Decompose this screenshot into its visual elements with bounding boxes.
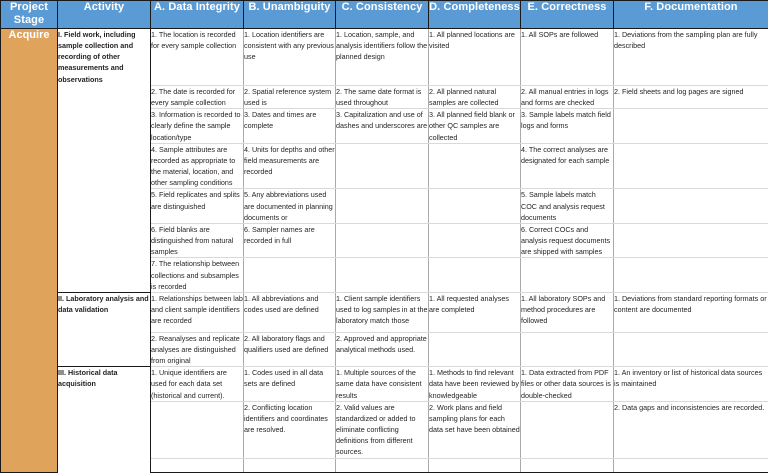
cell-consistency-empty [336,223,429,257]
cell-completeness-empty [429,332,521,366]
cell-unambiguity: 6. Sampler names are recorded in full [244,223,336,257]
cell-unambiguity: 5. Any abbreviations used are documented in planning documents or [244,189,336,223]
cell-completeness: 1. All requested analyses are completed [429,292,521,332]
cell-correctness: 2. All manual entries in logs and forms are checked [521,86,614,109]
header-completeness: D. Completeness [429,1,521,29]
cell-unambiguity: 3. Dates and times are complete [244,109,336,143]
cell-completeness: 2. All planned natural samples are collected [429,86,521,109]
header-activity: Activity [58,1,151,29]
table-header-row [1,1,768,29]
cell-completeness: 3. All planned field blank or other QC samples are collected [429,109,521,143]
cell-completeness-empty [429,189,521,223]
cell-documentation: 2. Data gaps and inconsistencies are recorded. [614,401,768,458]
cell-consistency: 2. Approved and appropriate analytical methods used. [336,332,429,366]
cell-consistency-empty [336,143,429,189]
cell-correctness-empty [521,401,614,458]
cell-documentation-empty [614,189,768,223]
table-row [1,29,768,86]
cell-documentation-empty [614,109,768,143]
table-row [1,292,768,332]
cell-completeness-empty [429,458,521,472]
cell-correctness: 5. Sample labels match COC and analysis request documents [521,189,614,223]
cell-documentation: 1. Deviations from the sampling plan are fully described [614,29,768,86]
cell-documentation-empty [614,258,768,292]
cell-consistency: 2. Valid values are standardized or added to eliminate conflicting definitions from different sources. [336,401,429,458]
cell-documentation-empty [614,143,768,189]
cell-unambiguity: 4. Units for depths and other field measurements are recorded [244,143,336,189]
cell-unambiguity: 2. Conflicting location identifiers and coordinates are resolved. [244,401,336,458]
cell-integrity-empty [151,401,244,458]
cell-completeness-empty [429,258,521,292]
cell-unambiguity: 2. All laboratory flags and qualifiers used are defined [244,332,336,366]
table-row [1,367,768,401]
cell-correctness-empty [521,458,614,472]
cell-documentation: 2. Field sheets and log pages are signed [614,86,768,109]
cell-completeness: 1. All planned locations are visited [429,29,521,86]
header-documentation: F. Documentation [614,1,768,29]
cell-integrity: 1. The location is recorded for every sample collection [151,29,244,86]
cell-consistency: 1. Multiple sources of the same data have consistent results [336,367,429,401]
cell-integrity: 5. Field replicates and splits are distinguished [151,189,244,223]
cell-consistency: 2. The same date format is used throughout [336,86,429,109]
header-project-stage: Project Stage [1,1,58,29]
cell-completeness-empty [429,143,521,189]
cell-integrity: 4. Sample attributes are recorded as appropriate to the material, location, and other sampling conditions [151,143,244,189]
cell-correctness-empty [521,258,614,292]
cell-correctness: 4. The correct analyses are designated for each sample [521,143,614,189]
cell-correctness-empty [521,332,614,366]
cell-completeness-empty [429,223,521,257]
cell-correctness: 1. Data extracted from PDF files or other data sources is double-checked [521,367,614,401]
cell-documentation: 1. Deviations from standard reporting formats or content are documented [614,292,768,332]
cell-integrity: 6. Field blanks are distinguished from natural samples [151,223,244,257]
header-data-integrity: A. Data Integrity [151,1,244,29]
cell-documentation: 1. An inventory or list of historical data sources is maintained [614,367,768,401]
cell-unambiguity: 2. Spatial reference system used is [244,86,336,109]
cell-correctness: 1. All laboratory SOPs and method procedures are followed [521,292,614,332]
cell-unambiguity-empty [244,258,336,292]
header-correctness: E. Correctness [521,1,614,29]
cell-integrity: 1. Relationships between lab and client sample identifiers are recorded [151,292,244,332]
cell-unambiguity-empty [244,458,336,472]
cell-consistency-empty [336,258,429,292]
cell-consistency-empty [336,189,429,223]
cell-unambiguity: 1. Location identifiers are consistent with any previous use [244,29,336,86]
cell-correctness: 1. All SOPs are followed [521,29,614,86]
cell-consistency: 1. Client sample identifiers used to log samples in at the laboratory match those [336,292,429,332]
header-consistency: C. Consistency [336,1,429,29]
cell-correctness: 6. Correct COCs and analysis request documents are shipped with samples [521,223,614,257]
cell-completeness: 2. Work plans and field sampling plans for each data set have been obtained [429,401,521,458]
cell-unambiguity: 1. Codes used in all data sets are defined [244,367,336,401]
stage-cell-acquire: Acquire [1,29,58,473]
cell-integrity: 7. The relationship between collections and subsamples is recorded [151,258,244,292]
cell-integrity-empty [151,458,244,472]
cell-consistency: 3. Capitalization and use of dashes and underscores are [336,109,429,143]
activity-label-historical-data: III. Historical data acquisition [58,367,151,472]
cell-documentation-empty [614,332,768,366]
cell-integrity: 2. Reanalyses and replicate analyses are distinguished from original [151,332,244,366]
cell-unambiguity: 1. All abbreviations and codes used are defined [244,292,336,332]
activity-label-laboratory-analysis: II. Laboratory analysis and data validation [58,292,151,366]
header-unambiguity: B. Unambiguity [244,1,336,29]
cell-integrity: 2. The date is recorded for every sample collection [151,86,244,109]
cell-documentation-empty [614,458,768,472]
cell-completeness: 1. Methods to find relevant data have been reviewed by knowledgeable [429,367,521,401]
cell-consistency-empty [336,458,429,472]
cell-correctness: 3. Sample labels match field logs and forms [521,109,614,143]
cell-consistency: 1. Location, sample, and analysis identifiers follow the planned design [336,29,429,86]
cell-documentation-empty [614,223,768,257]
activity-label-field-work: I. Field work, including sample collection and recording of other measurements and observations [58,29,151,293]
cell-integrity: 3. Information is recorded to clearly define the sample location/type [151,109,244,143]
cell-integrity: 1. Unique identifiers are used for each data set (historical and current). [151,367,244,401]
